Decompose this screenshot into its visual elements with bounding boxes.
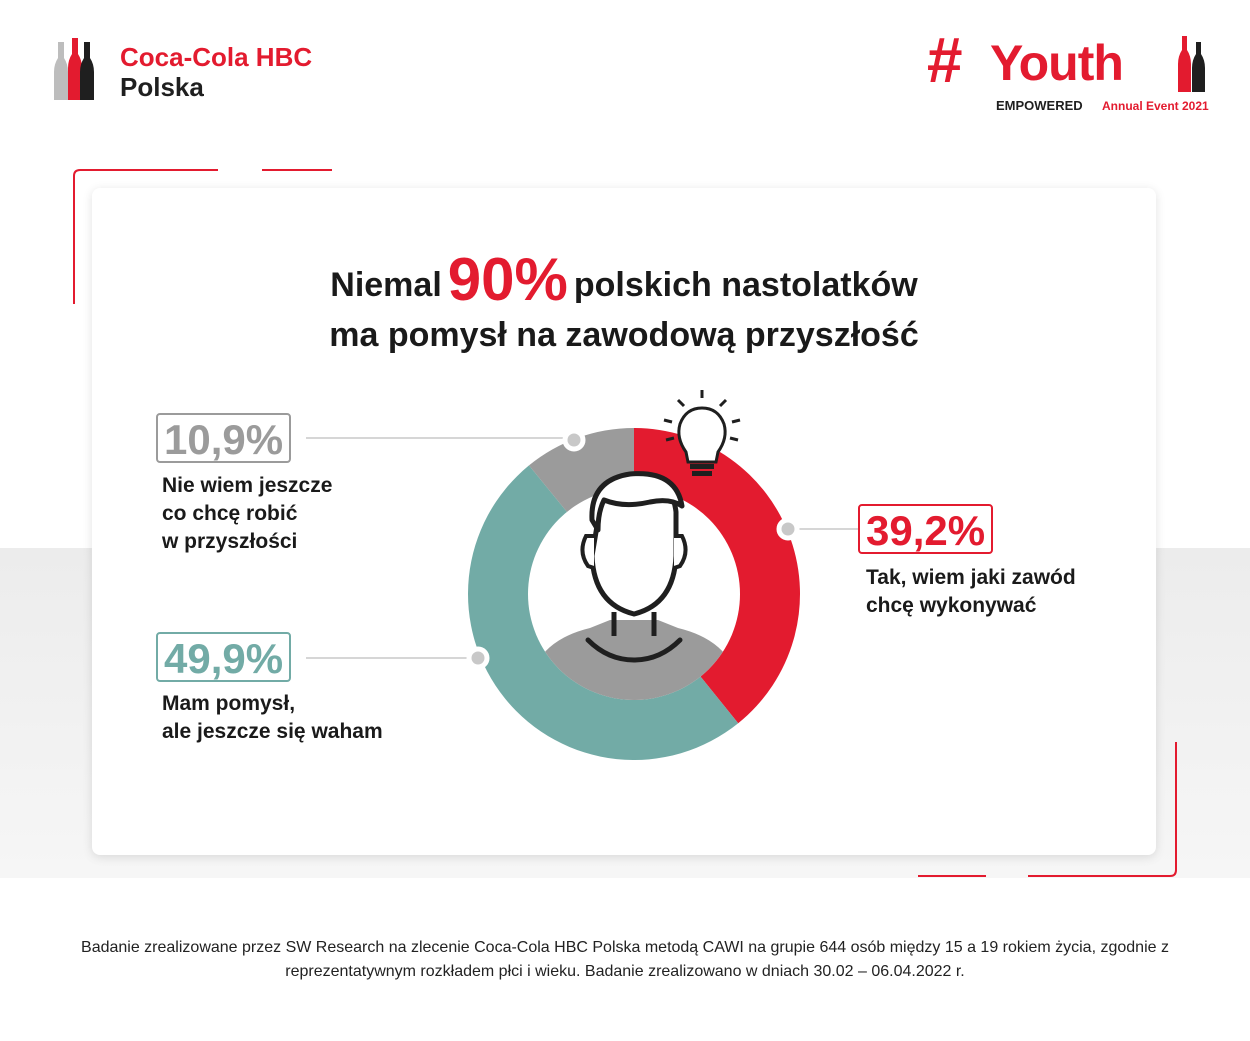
- marker-dontknow: [565, 431, 583, 449]
- headline-prefix: Niemal: [330, 266, 442, 304]
- headline-line2: ma pomysł na zawodową przyszłość: [329, 316, 919, 354]
- headline-highlight: 90%: [447, 246, 568, 313]
- category-label-yes: Tak, wiem jaki zawód chcę wykonywać: [866, 566, 1076, 617]
- marker-hesitate: [469, 649, 487, 667]
- headline-suffix: polskich nastolatków: [573, 266, 918, 304]
- event-word-you: You: [990, 35, 1078, 91]
- methodology-footnote: Badanie zrealizowane przez SW Research na zlecenie Coca-Cola HBC Polska metodą CAWI na grupie 644 osób między 15 a 19 rokiem życia, zgodnie z reprezentatywnym rozkładem płci i wieku. Badanie zrealizowano w dniach 30.02 – 06.04.2022 r.: [81, 939, 1169, 980]
- event-hash: #: [926, 24, 962, 96]
- company-country: Polska: [120, 72, 204, 102]
- value-label-hesitate: 49,9%: [156, 632, 291, 682]
- category-label-dontknow: Nie wiem jeszcze co chcę robić w przyszłości: [162, 474, 333, 553]
- value-label-yes: 39,2%: [858, 504, 993, 554]
- event-year: Annual Event 2021: [1102, 99, 1209, 113]
- marker-yes: [779, 520, 797, 538]
- category-label-hesitate: Mam pomysł, ale jeszcze się waham: [162, 692, 383, 743]
- value-label-dontknow: 10,9%: [156, 413, 291, 463]
- event-word-tail: th: [1077, 35, 1123, 91]
- event-subtitle: EMPOWERED: [996, 98, 1083, 113]
- company-name: Coca-Cola HBC: [120, 42, 313, 72]
